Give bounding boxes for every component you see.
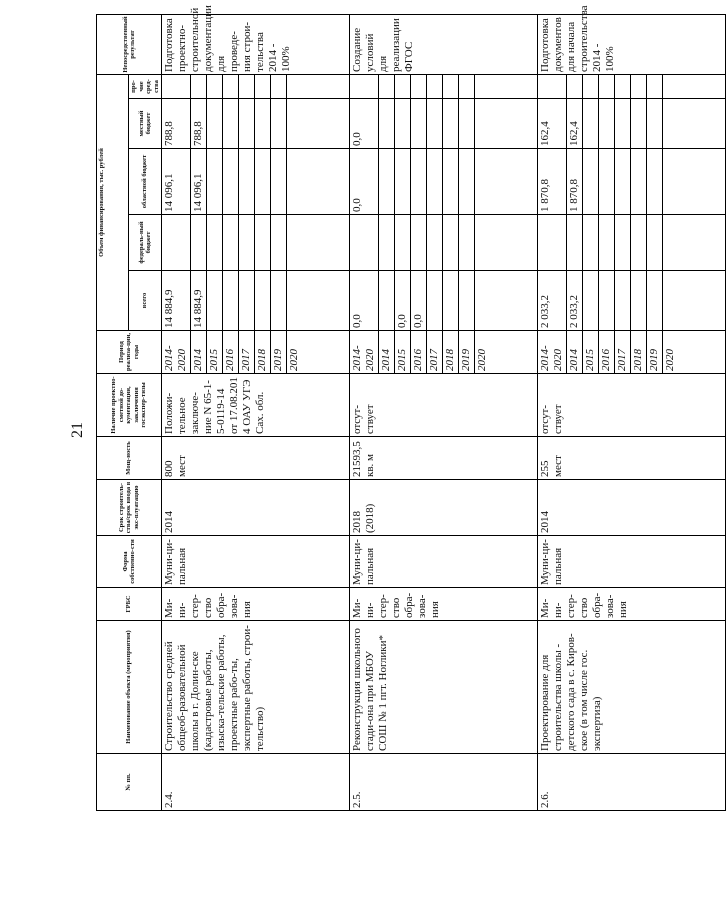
amount-federal — [239, 215, 255, 271]
amount-regional — [475, 149, 538, 215]
header-funding: Объем финансирования, тыс. рублей — [97, 74, 129, 330]
amount-total: 0,0 — [411, 271, 427, 331]
amount-other — [599, 74, 615, 98]
period-year: 2017 — [615, 331, 631, 374]
amount-other — [255, 74, 271, 98]
amount-other — [223, 74, 239, 98]
amount-other — [427, 74, 443, 98]
amount-regional — [223, 149, 239, 215]
docs-cell: Положи-тельное заключе-ние N 65-1-5-0119-14 от 17.08.201 4 ОАУ УГЭ Сах. обл. — [162, 374, 350, 437]
amount-local — [459, 99, 475, 149]
amount-regional — [599, 149, 615, 215]
amount-total — [583, 271, 599, 331]
result-cell: Подготовка документов для начала строительства 2014 - 100% — [538, 14, 726, 74]
amount-total — [379, 271, 395, 331]
amount-regional — [379, 149, 395, 215]
amount-local — [615, 99, 631, 149]
amount-regional — [647, 149, 663, 215]
period-year: 2018 — [255, 331, 271, 374]
amount-other — [459, 74, 475, 98]
header-other: про-чие сред-ства — [129, 74, 162, 98]
amount-regional — [411, 149, 427, 215]
amount-federal — [255, 215, 271, 271]
amount-total: 2 033,2 — [538, 271, 567, 331]
period-year: 2015 — [207, 331, 223, 374]
object-name: Проектирование для строительства школы - детского сада в с. Киров-ское (в том числе гос. экспертиза) — [538, 621, 726, 754]
capacity-cell: 255 мест — [538, 437, 726, 480]
period-year: 2014 — [379, 331, 395, 374]
amount-local — [599, 99, 615, 149]
header-docs: Наличие проектно-сметной до-кументации, заключения госэкспер-тизы — [97, 374, 162, 437]
header-regional: областной бюджет — [129, 149, 162, 215]
amount-regional — [443, 149, 459, 215]
amount-local — [443, 99, 459, 149]
amount-federal — [615, 215, 631, 271]
term-cell: 2014 — [538, 480, 726, 536]
amount-regional — [271, 149, 287, 215]
header-result: Непосредственный результат — [97, 14, 162, 74]
term-cell: 2014 — [162, 480, 350, 536]
amount-total — [255, 271, 271, 331]
amount-federal — [599, 215, 615, 271]
amount-total: 14 884,9 — [162, 271, 191, 331]
amount-local: 788,8 — [162, 99, 191, 149]
amount-local — [223, 99, 239, 149]
header-grbs: ГРБС — [97, 588, 162, 621]
term-cell: 2018 (2018) — [350, 480, 538, 536]
period-year: 2014-2020 — [162, 331, 191, 374]
amount-total: 0,0 — [350, 271, 379, 331]
period-year: 2014-2020 — [350, 331, 379, 374]
amount-other — [271, 74, 287, 98]
amount-total — [223, 271, 239, 331]
amount-federal — [191, 215, 207, 271]
amount-other — [615, 74, 631, 98]
amount-other — [191, 74, 207, 98]
amount-total — [427, 271, 443, 331]
amount-regional — [427, 149, 443, 215]
period-year: 2015 — [395, 331, 411, 374]
period-year: 2014 — [567, 331, 583, 374]
header-num: № пп. — [97, 754, 162, 811]
header-total: всего — [129, 271, 162, 331]
amount-local — [475, 99, 538, 149]
row-number: 2.5. — [350, 754, 538, 811]
amount-other — [287, 74, 350, 98]
amount-federal — [379, 215, 395, 271]
amount-federal — [427, 215, 443, 271]
amount-regional — [287, 149, 350, 215]
amount-regional — [207, 149, 223, 215]
period-year: 2016 — [411, 331, 427, 374]
period-year: 2014 — [191, 331, 207, 374]
object-name: Реконструкция школьного стади-она при МБОУ СОШ № 1 пгт. Ноглики* — [350, 621, 538, 754]
period-year: 2018 — [631, 331, 647, 374]
period-year: 2017 — [427, 331, 443, 374]
amount-total: 14 884,9 — [191, 271, 207, 331]
amount-total — [663, 271, 726, 331]
amount-federal — [411, 215, 427, 271]
amount-federal — [663, 215, 726, 271]
amount-total — [271, 271, 287, 331]
amount-other — [350, 74, 379, 98]
page-number: 21 — [69, 422, 86, 438]
amount-local: 0,0 — [350, 99, 379, 149]
amount-federal — [647, 215, 663, 271]
amount-regional — [395, 149, 411, 215]
amount-total — [475, 271, 538, 331]
period-year: 2017 — [239, 331, 255, 374]
amount-federal — [459, 215, 475, 271]
amount-other — [567, 74, 583, 98]
amount-federal — [207, 215, 223, 271]
amount-local — [239, 99, 255, 149]
period-year: 2016 — [223, 331, 239, 374]
period-year: 2015 — [583, 331, 599, 374]
amount-local — [271, 99, 287, 149]
amount-local — [287, 99, 350, 149]
amount-other — [583, 74, 599, 98]
amount-federal — [475, 215, 538, 271]
amount-local — [583, 99, 599, 149]
amount-local — [207, 99, 223, 149]
amount-regional — [255, 149, 271, 215]
amount-local — [255, 99, 271, 149]
period-year: 2020 — [287, 331, 350, 374]
amount-local — [379, 99, 395, 149]
header-term: Срок строитель-ства/срок ввода в экс-плуатацию — [97, 480, 162, 536]
period-year: 2016 — [599, 331, 615, 374]
amount-other — [443, 74, 459, 98]
amount-local — [411, 99, 427, 149]
result-cell: Подготовка проектно-строительной документации для проведе-ния строи-тельства 2014 - 100% — [162, 14, 350, 74]
amount-other — [475, 74, 538, 98]
amount-other — [379, 74, 395, 98]
amount-regional — [615, 149, 631, 215]
amount-federal — [631, 215, 647, 271]
period-year: 2019 — [459, 331, 475, 374]
amount-local: 162,4 — [567, 99, 583, 149]
amount-total — [647, 271, 663, 331]
amount-federal — [350, 215, 379, 271]
amount-regional — [459, 149, 475, 215]
header-period: Период реализа-ции, годы — [97, 331, 162, 374]
header-ownership: Форма собственно-сти — [97, 536, 162, 588]
amount-local — [427, 99, 443, 149]
header-capacity: Мощ-ность — [97, 437, 162, 480]
object-name: Строительство средней общеоб-разовательной школы в г. Долин-ске (кадастровые работы, изыска-тельские работы, проектные рабо-ты, экспертные работы, строи-тельство) — [162, 621, 350, 754]
amount-regional: 14 096,1 — [162, 149, 191, 215]
amount-regional — [583, 149, 599, 215]
amount-federal — [395, 215, 411, 271]
amount-other — [631, 74, 647, 98]
capacity-cell: 21593,5 кв. м — [350, 437, 538, 480]
amount-federal — [271, 215, 287, 271]
docs-cell: отсут-ствует — [350, 374, 538, 437]
amount-regional — [631, 149, 647, 215]
amount-federal — [583, 215, 599, 271]
amount-federal — [538, 215, 567, 271]
amount-local: 788,8 — [191, 99, 207, 149]
amount-federal — [443, 215, 459, 271]
amount-other — [239, 74, 255, 98]
ownership-cell: Муни-ци-пальная — [538, 536, 726, 588]
header-federal: федераль-ный бюджет — [129, 215, 162, 271]
grbs-cell: Ми-ни-стер-ство обра-зова-ния — [538, 588, 726, 621]
amount-other — [207, 74, 223, 98]
amount-total — [443, 271, 459, 331]
amount-total: 2 033,2 — [567, 271, 583, 331]
row-number: 2.4. — [162, 754, 350, 811]
amount-total — [459, 271, 475, 331]
amount-regional: 1 870,8 — [567, 149, 583, 215]
amount-regional — [239, 149, 255, 215]
amount-federal — [287, 215, 350, 271]
amount-local — [395, 99, 411, 149]
amount-other — [647, 74, 663, 98]
amount-local — [647, 99, 663, 149]
period-year: 2020 — [663, 331, 726, 374]
grbs-cell: Ми-ни-стер-ство обра-зова-ния — [162, 588, 350, 621]
period-year: 2020 — [475, 331, 538, 374]
amount-regional: 14 096,1 — [191, 149, 207, 215]
docs-cell: отсут-ствует — [538, 374, 726, 437]
rotated-table-sheet — [96, 5, 676, 811]
table-row — [162, 14, 191, 810]
amount-total — [615, 271, 631, 331]
amount-regional: 1 870,8 — [538, 149, 567, 215]
result-cell: Создание условий для реализации ФГОС — [350, 14, 538, 74]
amount-federal — [223, 215, 239, 271]
amount-local — [663, 99, 726, 149]
amount-other — [663, 74, 726, 98]
amount-regional — [663, 149, 726, 215]
amount-total — [207, 271, 223, 331]
program-table — [96, 5, 726, 811]
amount-other — [162, 74, 191, 98]
period-year: 2018 — [443, 331, 459, 374]
row-number: 2.6. — [538, 754, 726, 811]
ownership-cell: Муни-ци-пальная — [350, 536, 538, 588]
grbs-cell: Ми-ни-стер-ство обра-зова-ния — [350, 588, 538, 621]
amount-local — [631, 99, 647, 149]
amount-total — [239, 271, 255, 331]
header-name: Наименование объекта (мероприятия) — [97, 621, 162, 754]
amount-total: 0,0 — [395, 271, 411, 331]
period-year: 2019 — [647, 331, 663, 374]
amount-regional: 0,0 — [350, 149, 379, 215]
header-local: местный бюджет — [129, 99, 162, 149]
amount-federal — [162, 215, 191, 271]
amount-local: 162,4 — [538, 99, 567, 149]
ownership-cell: Муни-ци-пальная — [162, 536, 350, 588]
period-year: 2014-2020 — [538, 331, 567, 374]
table-row — [538, 14, 567, 810]
amount-federal — [567, 215, 583, 271]
amount-other — [395, 74, 411, 98]
amount-total — [631, 271, 647, 331]
amount-total — [599, 271, 615, 331]
table-row — [350, 14, 379, 810]
amount-other — [411, 74, 427, 98]
amount-total — [287, 271, 350, 331]
period-year: 2019 — [271, 331, 287, 374]
amount-other — [538, 74, 567, 98]
capacity-cell: 800 мест — [162, 437, 350, 480]
